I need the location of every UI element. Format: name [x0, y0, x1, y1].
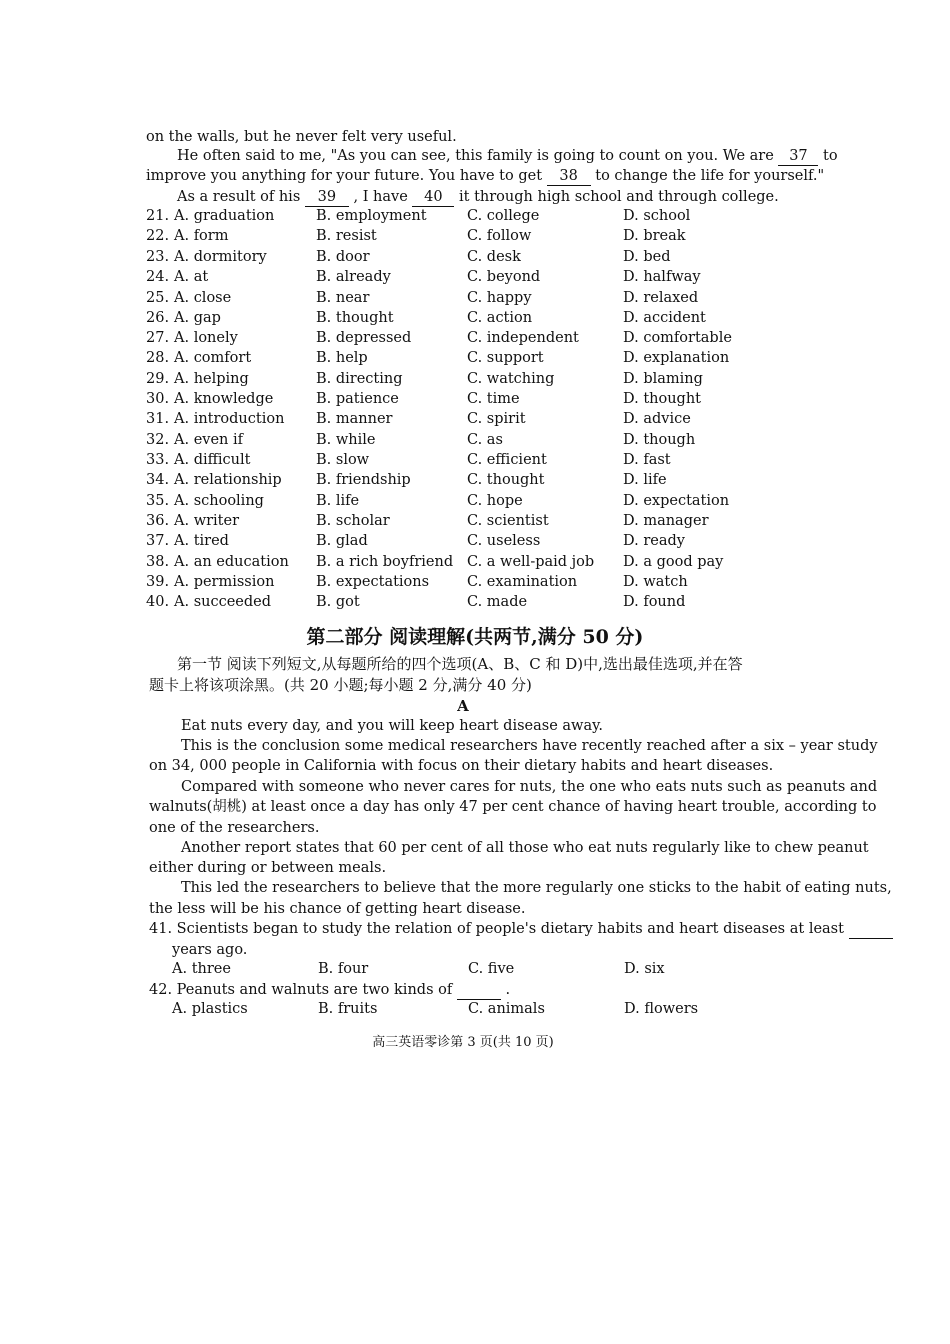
- question-number: 31.: [146, 411, 170, 427]
- option-d: D. fast: [623, 452, 671, 468]
- question-number: 30.: [146, 391, 170, 407]
- question-row: [146, 452, 786, 472]
- option-b: B. expectations: [316, 574, 430, 590]
- option-a: A. form: [174, 228, 229, 244]
- option-c: C. animals: [468, 1001, 545, 1017]
- question-row: [146, 594, 786, 614]
- question-42-end: .: [505, 982, 511, 998]
- cloze-line-4-end: it through high school and through college.: [459, 189, 779, 205]
- question-number: 28.: [146, 350, 170, 366]
- option-a: A. three: [172, 961, 231, 977]
- option-b: B. friendship: [316, 472, 411, 488]
- option-b: B. while: [316, 432, 376, 448]
- option-c: C. made: [467, 594, 528, 610]
- question-42-blank: [457, 981, 501, 1000]
- option-d: D. flowers: [624, 1001, 699, 1017]
- option-b: B. a rich boyfriend: [316, 554, 454, 570]
- option-b: B. depressed: [316, 330, 412, 346]
- option-b: B. scholar: [316, 513, 390, 529]
- question-42-options: [172, 1001, 772, 1021]
- option-d: D. accident: [623, 310, 706, 326]
- option-a: A. introduction: [174, 411, 285, 427]
- question-number: 24.: [146, 269, 170, 285]
- passage-line: one of the researchers.: [149, 820, 320, 836]
- option-c: C. watching: [467, 371, 555, 387]
- option-d: D. watch: [623, 574, 688, 590]
- passage-paragraph: Another report states that 60 per cent of all those who eat nuts regularly like to chew peanut: [181, 840, 869, 856]
- option-b: B. already: [316, 269, 391, 285]
- question-row: [146, 330, 786, 350]
- option-b: B. thought: [316, 310, 394, 326]
- option-d: D. break: [623, 228, 686, 244]
- option-b: B. employment: [316, 208, 427, 224]
- option-b: B. patience: [316, 391, 399, 407]
- option-c: C. spirit: [467, 411, 526, 427]
- cloze-line-3-end: to change the life for yourself.": [595, 168, 825, 184]
- option-b: B. slow: [316, 452, 370, 468]
- question-row: [146, 411, 786, 431]
- question-row: [146, 208, 786, 228]
- question-number: 27.: [146, 330, 170, 346]
- question-number: 21.: [146, 208, 170, 224]
- question-row: [146, 269, 786, 289]
- option-b: B. resist: [316, 228, 377, 244]
- option-d: D. relaxed: [623, 290, 699, 306]
- option-c: C. useless: [467, 533, 541, 549]
- passage-paragraph: This is the conclusion some medical researchers have recently reached after a six – year study: [181, 738, 878, 754]
- passage-line: walnuts(胡桃) at least once a day has only 47 per cent chance of having heart trouble, according to: [149, 799, 877, 815]
- option-c: C. a well-paid job: [467, 554, 595, 570]
- option-a: A. plastics: [172, 1001, 248, 1017]
- option-c: C. action: [467, 310, 533, 326]
- option-b: B. four: [318, 961, 369, 977]
- option-c: C. desk: [467, 249, 521, 265]
- question-number: 37.: [146, 533, 170, 549]
- passage-line: either during or between meals.: [149, 860, 387, 876]
- passage-paragraph: Compared with someone who never cares for nuts, the one who eats nuts such as peanuts and: [181, 779, 878, 795]
- option-a: A. schooling: [174, 493, 264, 509]
- option-a: A. permission: [174, 574, 275, 590]
- option-a: A. relationship: [174, 472, 282, 488]
- option-d: D. ready: [623, 533, 685, 549]
- option-a: A. even if: [174, 432, 243, 448]
- option-a: A. succeeded: [174, 594, 272, 610]
- option-b: B. directing: [316, 371, 403, 387]
- question-number: 25.: [146, 290, 170, 306]
- option-c: C. beyond: [467, 269, 541, 285]
- question-number: 38.: [146, 554, 170, 570]
- question-row: [146, 371, 786, 391]
- option-d: D. blaming: [623, 371, 703, 387]
- blank-39: 39: [305, 188, 349, 207]
- option-c: C. hope: [467, 493, 523, 509]
- question-41-options: [172, 961, 772, 981]
- option-c: C. follow: [467, 228, 532, 244]
- question-number: 36.: [146, 513, 170, 529]
- question-number: 34.: [146, 472, 170, 488]
- option-d: D. expectation: [623, 493, 730, 509]
- option-c: C. time: [467, 391, 520, 407]
- question-row: [146, 574, 786, 594]
- part2-instruction-line-2: 题卡上将该项涂黑。(共 20 小题;每小题 2 分,满分 40 分): [149, 676, 532, 694]
- cloze-line-2-text: He often said to me, "As you can see, this family is going to count on you. We are: [177, 148, 774, 164]
- option-c: C. five: [468, 961, 515, 977]
- question-row: [146, 350, 786, 370]
- option-b: B. fruits: [318, 1001, 378, 1017]
- question-row: [146, 472, 786, 492]
- question-row: [146, 249, 786, 269]
- question-row: [146, 493, 786, 513]
- passage-line: on 34, 000 people in California with focus on their dietary habits and heart diseases.: [149, 758, 774, 774]
- option-d: D. manager: [623, 513, 709, 529]
- option-a: A. graduation: [174, 208, 275, 224]
- option-a: A. comfort: [174, 350, 252, 366]
- option-c: C. support: [467, 350, 544, 366]
- passage-a-label: A: [457, 697, 469, 715]
- question-number: 29.: [146, 371, 170, 387]
- cloze-line-4: [177, 188, 779, 207]
- option-a: A. difficult: [174, 452, 251, 468]
- option-c: C. efficient: [467, 452, 547, 468]
- question-41-blank: [849, 920, 893, 939]
- option-a: A. an education: [174, 554, 289, 570]
- option-c: C. college: [467, 208, 540, 224]
- page-footer: 高三英语零诊第 3 页(共 10 页): [372, 1035, 554, 1050]
- question-42-text: 42. Peanuts and walnuts are two kinds of: [149, 982, 453, 998]
- option-c: C. happy: [467, 290, 532, 306]
- option-c: C. as: [467, 432, 503, 448]
- option-a: A. lonely: [174, 330, 238, 346]
- passage-paragraph: This led the researchers to believe that the more regularly one sticks to the habit of eating nuts,: [181, 880, 892, 896]
- option-d: D. life: [623, 472, 667, 488]
- blank-40: 40: [412, 188, 454, 207]
- option-a: A. knowledge: [174, 391, 274, 407]
- question-number: 22.: [146, 228, 170, 244]
- option-d: D. found: [623, 594, 686, 610]
- option-d: D. advice: [623, 411, 691, 427]
- cloze-line-3: [146, 167, 824, 186]
- question-number: 23.: [146, 249, 170, 265]
- question-41-text: 41. Scientists began to study the relation of people's dietary habits and heart diseases at least: [149, 921, 844, 937]
- option-c: C. scientist: [467, 513, 549, 529]
- question-number: 39.: [146, 574, 170, 590]
- cloze-line-4-text: As a result of his: [177, 189, 301, 205]
- part2-heading: 第二部分 阅读理解(共两节,满分 50 分): [306, 626, 644, 648]
- cloze-line-3-text: improve you anything for your future. You have to get: [146, 168, 543, 184]
- option-a: A. tired: [174, 533, 229, 549]
- question-row: [146, 432, 786, 452]
- option-b: B. door: [316, 249, 370, 265]
- question-row: [146, 533, 786, 553]
- cloze-line-2-end: to: [823, 148, 838, 164]
- question-row: [146, 554, 786, 574]
- question-row: [146, 513, 786, 533]
- option-d: D. explanation: [623, 350, 730, 366]
- option-a: A. at: [174, 269, 209, 285]
- question-row: [146, 310, 786, 330]
- option-a: A. close: [174, 290, 232, 306]
- cloze-line-4-mid: , I have: [353, 189, 408, 205]
- option-d: D. a good pay: [623, 554, 724, 570]
- question-number: 26.: [146, 310, 170, 326]
- question-number: 33.: [146, 452, 170, 468]
- passage-paragraph: Eat nuts every day, and you will keep heart disease away.: [181, 718, 603, 734]
- option-b: B. glad: [316, 533, 368, 549]
- question-number: 35.: [146, 493, 170, 509]
- cloze-line-1: on the walls, but he never felt very useful.: [146, 129, 457, 145]
- option-c: C. examination: [467, 574, 578, 590]
- question-41-stem-cont: years ago.: [172, 942, 248, 958]
- question-row: [146, 228, 786, 248]
- blank-37: 37: [778, 147, 818, 166]
- option-c: C. independent: [467, 330, 579, 346]
- passage-line: the less will be his chance of getting heart disease.: [149, 901, 526, 917]
- option-d: D. bed: [623, 249, 671, 265]
- option-d: D. comfortable: [623, 330, 732, 346]
- option-c: C. thought: [467, 472, 545, 488]
- option-b: B. manner: [316, 411, 393, 427]
- question-row: [146, 290, 786, 310]
- option-a: A. writer: [174, 513, 240, 529]
- question-row: [146, 391, 786, 411]
- option-d: D. halfway: [623, 269, 701, 285]
- option-d: D. six: [624, 961, 665, 977]
- option-b: B. help: [316, 350, 368, 366]
- option-a: A. gap: [174, 310, 221, 326]
- question-42-stem: [149, 981, 510, 1000]
- blank-38: 38: [547, 167, 591, 186]
- question-number: 40.: [146, 594, 170, 610]
- cloze-line-2: [177, 147, 838, 166]
- option-b: B. near: [316, 290, 370, 306]
- option-d: D. though: [623, 432, 696, 448]
- part2-instruction-line-1: 第一节 阅读下列短文,从每题所给的四个选项(A、B、C 和 D)中,选出最佳选项,并在答: [177, 655, 743, 673]
- option-b: B. life: [316, 493, 360, 509]
- option-d: D. thought: [623, 391, 702, 407]
- question-number: 32.: [146, 432, 170, 448]
- option-a: A. dormitory: [174, 249, 267, 265]
- option-b: B. got: [316, 594, 360, 610]
- option-d: D. school: [623, 208, 691, 224]
- question-41-stem: [149, 920, 893, 939]
- option-a: A. helping: [174, 371, 249, 387]
